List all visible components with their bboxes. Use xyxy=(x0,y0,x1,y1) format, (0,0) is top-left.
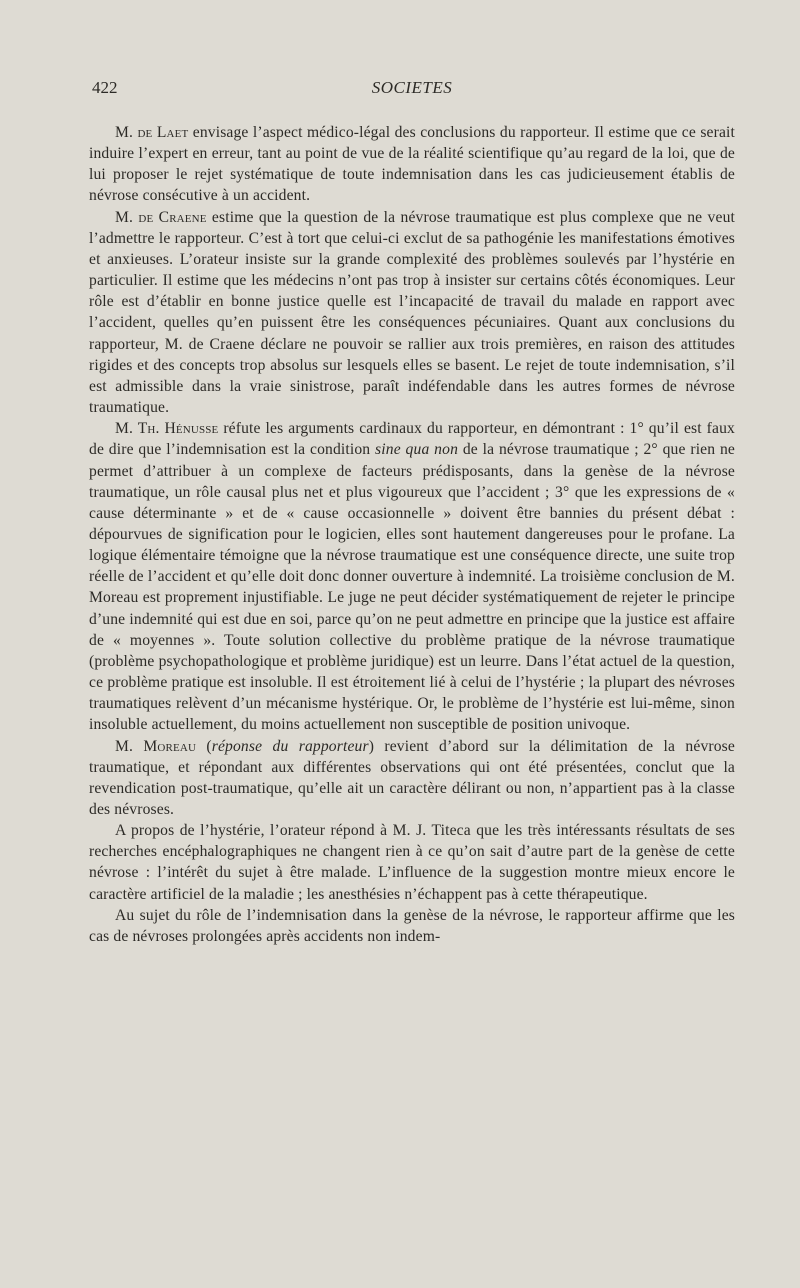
paragraph-text: réfute les arguments cardinaux du rapporteur, en démontrant : 1° qu’il est faux de dire que l’indemnisation est la condition xyxy=(89,420,735,459)
paragraph-text: de la névrose traumatique ; 2° que rien ne permet d’attribuer à un complexe de facteurs prédisposants, dans la genèse de la névrose traumatique, un rôle causal plus net et plus vigoureux que l’accident ; 3° que les expressions de « cause déterminante » et de « cause occasionnelle » doivent être bannies du présent débat : dépourvues de signification pour le logicien, elles sont hautement dangereuses pour le profane. La logique élémentaire témoigne que la névrose traumatique est une conséquence directe, une suite trop réelle de l’accident et qu’elle doit donc donner ouverture à indemnité. La troisième conclusion de M. Moreau est proprement injustifiable. Le juge ne peut décider systématiquement de rejeter le principe d’une indemnité qui est due en soi, parce qu’on ne peut admettre en principe que la justice est affaire de « moyennes ». Toute solution collective du problème pratique de la névrose traumatique (problème psychopathologique et problème juridique) est un leurre. Dans l’état actuel de la question, ce problème pratique est insoluble. Il est étroitement lié à celui de l’hystérie ; la plupart des névroses traumatiques relèvent d’un mécanisme hystérique. Or, le problème de l’hystérie est lui-même, sinon insoluble actuellement, du moins actuellement non susceptible de position univoque. xyxy=(89,441,735,734)
paragraph-indemnisation xyxy=(89,905,735,947)
paragraph-text: estime que la question de la névrose traumatique est plus complexe que ne veut l’admettre le rapporteur. C’est à tort que celui-ci exclut de sa pathogénie les manifestations émotives et anxieuses. L’orateur insiste sur la grande complexité des problèmes soulevés par l’hystérie en particulier. Il estime que les médecins n’ont pas trop à insister sur certains côtés économiques. Leur rôle est d’établir en bonne justice quelle est l’incapacité de travail du malade en rapport avec l’accident, quelles qu’en puissent être les conséquences pécuniaires. Quant aux conclusions du rapporteur, M. de Craene déclare ne pouvoir se rallier aux trois premières, en raison des attitudes rigides et des concepts trop absolus sur lesquels elles se basent. Le rejet de toute indemnisation, s’il est admissible dans la vraie sinistrose, paraît indéfendable dans les autres formes de névrose traumatique. xyxy=(89,208,735,417)
paragraph-henusse xyxy=(89,418,735,735)
paragraph-text: Au sujet du rôle de l’indemnisation dans la genèse de la névrose, le rapporteur affirme que les cas de névroses prolongées après accidents non indem- xyxy=(89,906,735,945)
italic-phrase: réponse du rapporteur xyxy=(211,737,369,755)
paragraph-de-craene xyxy=(89,207,735,419)
speaker-name: M. de Craene xyxy=(115,208,207,226)
italic-phrase: sine qua non xyxy=(375,441,459,459)
paragraph-text: A propos de l’hystérie, l’orateur répond à M. J. Titeca que les très intéressants résultats de ses recherches encéphalographiques ne changent rien à ce qu’on sait d’autre part de la genèse de cette névrose : l’intérêt du sujet à être malade. L’influence de la suggestion montre mieux encore le caractère artificiel de la maladie ; les anesthésies n’échappent pas à cette thérapeutique. xyxy=(89,822,735,903)
page-header xyxy=(92,78,732,102)
body-text xyxy=(89,122,735,947)
page-number: 422 xyxy=(92,78,118,97)
speaker-name: M. Th. Hénusse xyxy=(115,420,219,438)
speaker-name: M. Moreau xyxy=(115,737,197,755)
paragraph-moreau: M. Moreau (réponse du rapporteur) revient d’abord sur la délimitation de la névrose traumatique, et répondant aux différentes observations qui ont été présentées, conclut que la revendication post-traumatique, qu’elle ait un caractère délirant ou non, n’appartient pas à la classe des névroses. xyxy=(89,737,735,818)
paragraph-text: revient d’abord sur la délimitation de la névrose traumatique, et répondant aux différentes observations qui ont été présentées, conclut que la revendication post-traumatique, qu’elle ait un caractère délirant ou non, n’appartient pas à la classe des névroses. xyxy=(89,737,735,818)
running-head: SOCIETES xyxy=(371,78,453,97)
paragraph-hysteria xyxy=(89,820,735,905)
paragraph-de-laet xyxy=(89,122,735,207)
paragraph-text: envisage l’aspect médico-légal des conclusions du rapporteur. Il estime que ce serait induire l’expert en erreur, tant au point de vue de la réalité scientifique qu’au regard de la loi, que de lui proposer le rejet systématique de toute indemnisation dans les cas judicieusement établis de névrose consécutive à un accident. xyxy=(89,124,735,205)
speaker-name: M. de Laet xyxy=(115,124,189,141)
